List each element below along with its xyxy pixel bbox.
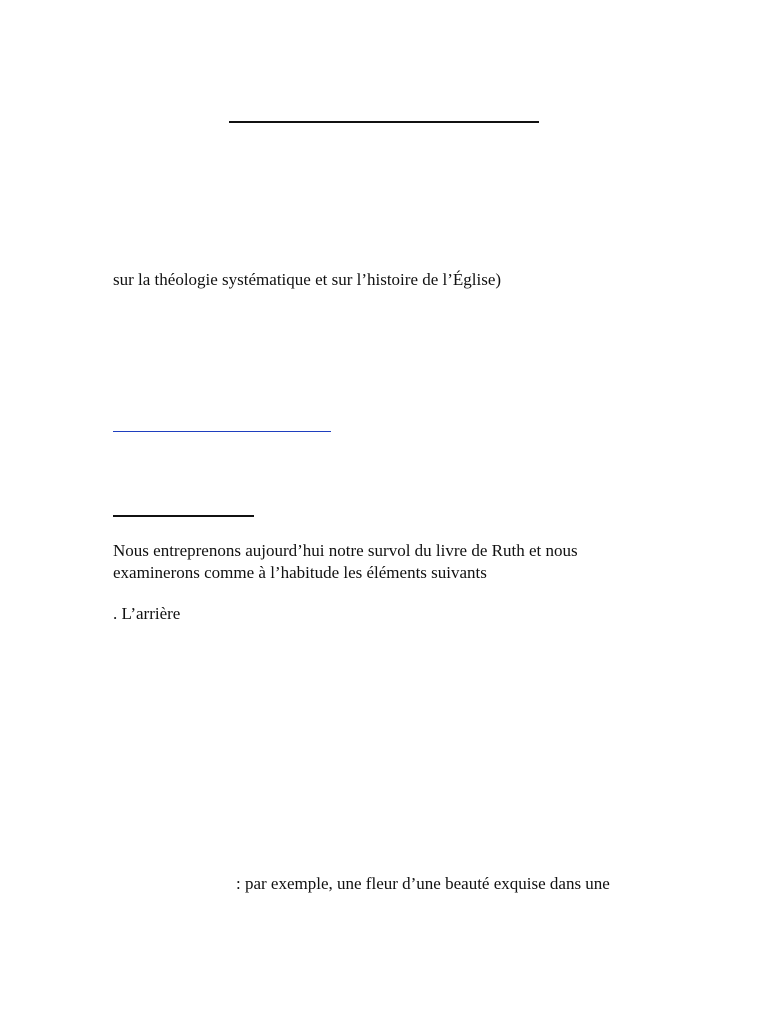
background-section-text: . L’arrière bbox=[113, 604, 181, 623]
intro-text-line-1: Nous entreprenons aujourd’hui notre survol du livre de Ruth et nous bbox=[113, 541, 578, 560]
hyperlink-underline[interactable] bbox=[113, 431, 331, 432]
section-heading-rule bbox=[113, 515, 254, 517]
example-text-line: : par exemple, une fleur d’une beauté exquise dans une bbox=[236, 874, 610, 893]
title-underline-rule bbox=[229, 121, 539, 123]
intro-text-line-2: examinerons comme à l’habitude les éléments suivants bbox=[113, 563, 487, 582]
theology-text-line: sur la théologie systématique et sur l’histoire de l’Église) bbox=[113, 270, 502, 289]
